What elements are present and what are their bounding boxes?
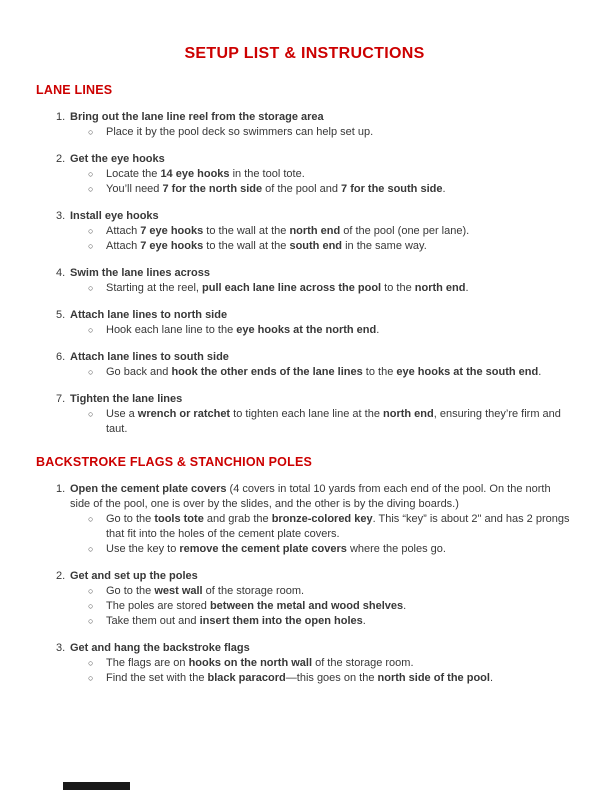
bold-text-segment: 7 for the south side	[341, 183, 443, 195]
text-segment: to the wall at the	[203, 225, 290, 237]
bullet-item	[36, 512, 573, 542]
bold-text-segment: Attach lane lines to north side	[70, 309, 228, 321]
list-item-head	[36, 152, 573, 167]
text-segment: Attach	[106, 225, 141, 237]
list-item-head	[36, 350, 573, 365]
text-segment: to the	[381, 282, 415, 294]
bullet-item	[36, 656, 573, 671]
bold-text-segment: Bring out the lane line reel from the storage area	[70, 111, 324, 123]
bullet-text	[106, 542, 573, 557]
item-title	[70, 266, 573, 281]
text-segment: .	[403, 600, 407, 612]
bold-text-segment: north side of the pool	[377, 672, 490, 684]
bullet-text	[106, 323, 573, 338]
bullet-text	[106, 671, 573, 686]
bullet-text	[106, 125, 573, 140]
bold-text-segment: hooks on the north wall	[188, 657, 313, 669]
bold-text-segment: Get the eye hooks	[70, 153, 165, 165]
list-item-head	[36, 308, 573, 323]
item-number: 2.	[56, 570, 66, 582]
item-title	[70, 641, 573, 656]
text-segment: The flags are on	[106, 657, 189, 669]
bullet-item	[36, 584, 573, 599]
bold-text-segment: 7 eye hooks	[140, 225, 204, 237]
bold-text-segment: Attach lane lines to south side	[70, 351, 229, 363]
bold-text-segment: Open the cement plate covers	[70, 483, 227, 495]
list-item	[36, 110, 573, 140]
bullet-text	[106, 281, 573, 296]
circle-bullet-marker: ○	[88, 673, 94, 683]
next-page-cutoff-bar	[63, 782, 130, 790]
item-number: 3.	[56, 210, 66, 222]
bold-text-segment: 7 for the north side	[162, 183, 263, 195]
bold-text-segment: between the metal and wood shelves	[209, 600, 404, 612]
item-number: 7.	[56, 393, 66, 405]
text-segment: Use the key to	[106, 543, 180, 555]
list-item-head	[36, 110, 573, 125]
item-title	[70, 569, 573, 584]
list-item-head	[36, 209, 573, 224]
circle-bullet-marker: ○	[88, 586, 94, 596]
bold-text-segment: Install eye hooks	[70, 210, 159, 222]
circle-bullet-marker: ○	[88, 127, 94, 137]
bullet-text	[106, 656, 573, 671]
text-segment: where the poles go.	[346, 543, 446, 555]
bullet-item	[36, 407, 573, 437]
bold-text-segment: south end	[289, 240, 343, 252]
text-segment: Use a	[106, 408, 138, 420]
text-segment: Go back and	[106, 366, 172, 378]
text-segment: Place it by the pool deck so swimmers can help set up.	[106, 126, 374, 138]
text-segment: in the tool tote.	[229, 168, 305, 180]
list-item	[36, 641, 573, 686]
text-segment: to the	[362, 366, 397, 378]
bullet-item	[36, 671, 573, 686]
circle-bullet-marker: ○	[88, 514, 94, 524]
text-segment: .	[465, 282, 469, 294]
item-number: 3.	[56, 642, 66, 654]
list-item-head	[36, 266, 573, 281]
text-segment: Hook each lane line to the	[106, 324, 237, 336]
text-segment: The poles are stored	[106, 600, 210, 612]
bold-text-segment: hook the other ends of the lane lines	[171, 366, 363, 378]
bullet-text	[106, 512, 573, 542]
bullet-item	[36, 125, 573, 140]
list-item	[36, 308, 573, 338]
item-number: 5.	[56, 309, 66, 321]
bold-text-segment: black paracord	[207, 672, 286, 684]
section-heading: LANE LINES	[36, 83, 113, 97]
circle-bullet-marker: ○	[88, 184, 94, 194]
bold-text-segment: north end	[289, 225, 341, 237]
text-segment: Starting at the reel,	[106, 282, 202, 294]
bullet-text	[106, 182, 573, 197]
list-item	[36, 350, 573, 380]
bullet-text	[106, 584, 573, 599]
list-item	[36, 152, 573, 197]
circle-bullet-marker: ○	[88, 601, 94, 611]
text-segment: to tighten each lane line at the	[230, 408, 383, 420]
bold-text-segment: north end	[383, 408, 434, 420]
text-segment: You’ll need	[106, 183, 163, 195]
text-segment: of the storage room.	[202, 585, 305, 597]
circle-bullet-marker: ○	[88, 226, 94, 236]
text-segment: of the pool and	[262, 183, 342, 195]
bold-text-segment: Swim the lane lines across	[70, 267, 211, 279]
item-number: 2.	[56, 153, 66, 165]
list-item	[36, 482, 573, 557]
document-body	[36, 82, 573, 686]
circle-bullet-marker: ○	[88, 544, 94, 554]
bullet-text	[106, 239, 573, 254]
document-title: SETUP LIST & INSTRUCTIONS	[184, 45, 425, 62]
bullet-item	[36, 239, 573, 254]
text-segment: .	[376, 324, 380, 336]
text-segment: Go to the	[106, 585, 155, 597]
circle-bullet-marker: ○	[88, 367, 94, 377]
circle-bullet-marker: ○	[88, 283, 94, 293]
bullet-item	[36, 167, 573, 182]
bullet-item	[36, 281, 573, 296]
item-number: 1.	[56, 111, 66, 123]
bold-text-segment: 7 eye hooks	[140, 240, 204, 252]
bold-text-segment: eye hooks at the south end	[396, 366, 539, 378]
circle-bullet-marker: ○	[88, 325, 94, 335]
bold-text-segment: north end	[414, 282, 466, 294]
circle-bullet-marker: ○	[88, 169, 94, 179]
bullet-item	[36, 599, 573, 614]
item-title	[70, 350, 573, 365]
bullet-text	[106, 224, 573, 239]
bullet-item	[36, 224, 573, 239]
item-title	[70, 152, 573, 167]
list-item-head	[36, 641, 573, 656]
text-segment: .	[538, 366, 542, 378]
text-segment: .	[362, 615, 366, 627]
item-title	[70, 110, 573, 125]
bullet-item	[36, 542, 573, 557]
text-segment: —this goes on the	[285, 672, 378, 684]
text-segment: to the wall at the	[203, 240, 290, 252]
bold-text-segment: wrench or ratchet	[137, 408, 231, 420]
text-segment: . This “key” is about 2" and has 2 prongs that fit into the holes of the cement plate covers.	[106, 513, 570, 540]
text-segment: , ensuring they’re firm and taut.	[106, 408, 561, 435]
text-segment: Go to the	[106, 513, 155, 525]
bold-text-segment: remove the cement plate covers	[179, 543, 347, 555]
bold-text-segment: Tighten the lane lines	[70, 393, 183, 405]
text-segment: Take them out and	[106, 615, 200, 627]
item-number: 4.	[56, 267, 66, 279]
text-segment: .	[442, 183, 446, 195]
text-segment: Find the set with the	[106, 672, 208, 684]
bullet-item	[36, 365, 573, 380]
circle-bullet-marker: ○	[88, 658, 94, 668]
bullet-text	[106, 614, 573, 629]
item-number: 6.	[56, 351, 66, 363]
bold-text-segment: tools tote	[154, 513, 204, 525]
circle-bullet-marker: ○	[88, 241, 94, 251]
text-segment: .	[489, 672, 493, 684]
text-segment: in the same way.	[342, 240, 427, 252]
list-item-head	[36, 569, 573, 584]
text-segment: Locate the	[106, 168, 161, 180]
bullet-text	[106, 365, 573, 380]
list-item-head	[36, 392, 573, 407]
bullet-item	[36, 323, 573, 338]
item-title	[70, 392, 573, 407]
item-number: 1.	[56, 483, 66, 495]
bold-text-segment: Get and set up the poles	[70, 570, 198, 582]
bold-text-segment: 14 eye hooks	[160, 168, 230, 180]
list-item	[36, 392, 573, 437]
bold-text-segment: pull each lane line across the pool	[202, 282, 382, 294]
bold-text-segment: Get and hang the backstroke flags	[70, 642, 250, 654]
list-item	[36, 569, 573, 629]
list-item	[36, 209, 573, 254]
text-segment: of the pool (one per lane).	[340, 225, 470, 237]
bullet-text	[106, 407, 573, 437]
bold-text-segment: insert them into the open holes	[199, 615, 363, 627]
bold-text-segment: eye hooks at the north end	[236, 324, 377, 336]
text-segment: Attach	[106, 240, 141, 252]
bullet-item	[36, 614, 573, 629]
text-segment: (4 covers in total 10 yards from each end of the pool. On the north side of the pool, one is over by the slides, and the other is by the diving boards.)	[70, 483, 551, 510]
list-item	[36, 266, 573, 296]
text-segment: and grab the	[203, 513, 272, 525]
item-title	[70, 209, 573, 224]
bullet-text	[106, 599, 573, 614]
section-heading: BACKSTROKE FLAGS & STANCHION POLES	[36, 455, 313, 469]
text-segment: of the storage room.	[312, 657, 414, 669]
item-title	[70, 308, 573, 323]
bold-text-segment: west wall	[154, 585, 203, 597]
bullet-item	[36, 182, 573, 197]
list-item-head	[36, 482, 573, 512]
circle-bullet-marker: ○	[88, 616, 94, 626]
bullet-text	[106, 167, 573, 182]
circle-bullet-marker: ○	[88, 409, 94, 419]
bold-text-segment: bronze-colored key	[271, 513, 373, 525]
item-title	[70, 482, 573, 512]
